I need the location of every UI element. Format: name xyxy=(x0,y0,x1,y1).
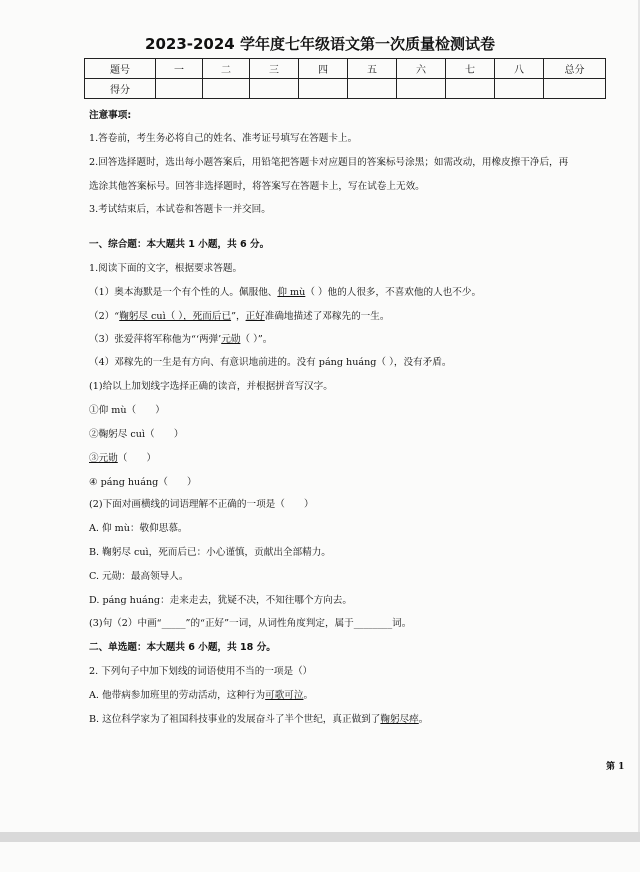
score-table xyxy=(84,58,606,99)
choice-c: C. 元勋：最高领导人。 xyxy=(89,571,189,582)
text: 。 xyxy=(418,714,429,725)
text: （3）张爱萍将军称他为“‘两弹’ xyxy=(89,334,222,345)
section-1-heading: 一、综合题：本大题共 1 小题，共 6 分。 xyxy=(89,239,270,250)
table-cell: 七 xyxy=(446,59,495,79)
notes-item-1: 1.答卷前，考生务必将自己的姓名、准考证号填写在答题卡上。 xyxy=(89,133,358,144)
sub-question-1: (1)给以上加划线字选择正确的读音，并根据拼音写汉字。 xyxy=(89,381,333,392)
table-row xyxy=(85,79,606,99)
table-cell: 三 xyxy=(250,59,299,79)
table-cell: 四 xyxy=(299,59,348,79)
answer-blank-3 xyxy=(89,452,156,465)
underlined-word: 鞠躬尽 cuì（ ），死而后已 xyxy=(119,311,232,322)
text: （1）奥本海默是一个有个性的人。佩服他、 xyxy=(89,287,278,298)
text: （ ）”。 xyxy=(240,334,273,345)
text: 准确地描述了邓稼先的一生。 xyxy=(264,311,390,322)
next-page-edge xyxy=(0,842,640,872)
score-cell[interactable] xyxy=(203,79,250,99)
sub-question-3: (3)句（2）中画“_____”的“正好”一词，从词性角度判定，属于________词。 xyxy=(89,618,412,629)
score-cell[interactable] xyxy=(348,79,397,99)
text: （ ） xyxy=(117,453,157,464)
text: B. 这位科学家为了祖国科技事业的发展奋斗了半个世纪，真正做到了 xyxy=(89,714,381,725)
text: ”， xyxy=(231,311,246,322)
notes-item-2a: 2.回答选择题时，选出每小题答案后，用铅笔把答题卡对应题目的答案标号涂黑；如需改动，用橡皮擦干净后，再 xyxy=(89,157,569,168)
table-cell: 题号 xyxy=(85,59,156,79)
underlined-word: 元勋 xyxy=(221,334,241,345)
answer-blank-1: ①仰 mù（ ） xyxy=(89,405,165,416)
notes-item-3: 3.考试结束后，本试卷和答题卡一并交回。 xyxy=(89,204,271,215)
answer-blank-2: ②鞠躬尽 cuì（ ） xyxy=(89,429,184,440)
text: （ ）他的人很多，不喜欢他的人也不少。 xyxy=(305,287,482,298)
answer-blank-4: ④ páng huáng（ ） xyxy=(89,477,197,488)
underlined-word: 正好 xyxy=(245,311,265,322)
text: 。 xyxy=(303,690,314,701)
underlined-word: 鞠躬尽瘁 xyxy=(380,714,419,725)
notes-heading: 注意事项: xyxy=(89,110,132,121)
page-number: 第 1 xyxy=(606,762,625,772)
table-cell: 得分 xyxy=(85,79,156,99)
choice-d: D. páng huáng：走来走去，犹疑不决，不知往哪个方向去。 xyxy=(89,595,352,606)
question-2-option-a xyxy=(89,689,313,702)
score-cell[interactable] xyxy=(495,79,544,99)
sub-question-2: (2)下面对画横线的词语理解不正确的一项是（ ） xyxy=(89,499,314,510)
section-2-heading: 二、单选题：本大题共 6 小题，共 18 分。 xyxy=(89,642,276,653)
question-2: 2. 下列句子中加下划线的词语使用不当的一项是（） xyxy=(89,666,313,677)
table-cell: 五 xyxy=(348,59,397,79)
table-cell: 总分 xyxy=(544,59,606,79)
notes-item-2b: 选涂其他答案标号。回答非选择题时，将答案写在答题卡上，写在试卷上无效。 xyxy=(89,181,425,192)
text: （2）“ xyxy=(89,311,120,322)
text: A. 他带病参加班里的劳动活动，这种行为 xyxy=(89,690,266,701)
table-cell: 八 xyxy=(495,59,544,79)
underlined-word: 可歌可泣 xyxy=(265,690,304,701)
passage-sentence-2 xyxy=(89,310,389,323)
underlined-word: 仰 mù xyxy=(277,287,306,298)
score-cell[interactable] xyxy=(156,79,203,99)
underlined-word: ③元勋 xyxy=(89,453,118,464)
exam-title: 2023-2024 学年度七年级语文第一次质量检测试卷 xyxy=(145,35,495,53)
passage-sentence-1 xyxy=(89,286,481,299)
passage-sentence-4: （4）邓稼先的一生是有方向、有意识地前进的。没有 páng huáng（ ），没有矛盾。 xyxy=(89,357,452,368)
score-cell[interactable] xyxy=(544,79,606,99)
score-cell[interactable] xyxy=(446,79,495,99)
score-cell[interactable] xyxy=(299,79,348,99)
table-cell: 六 xyxy=(397,59,446,79)
table-cell: 一 xyxy=(156,59,203,79)
table-row xyxy=(85,59,606,79)
passage-sentence-3 xyxy=(89,333,272,346)
choice-a: A. 仰 mù：敬仰思慕。 xyxy=(89,523,188,534)
question-1-intro: 1.阅读下面的文字，根据要求答题。 xyxy=(89,263,243,274)
choice-b: B. 鞠躬尽 cuì，死而后已：小心谨慎，贡献出全部精力。 xyxy=(89,547,331,558)
score-cell[interactable] xyxy=(397,79,446,99)
table-cell: 二 xyxy=(203,59,250,79)
question-2-option-b xyxy=(89,713,428,726)
score-cell[interactable] xyxy=(250,79,299,99)
